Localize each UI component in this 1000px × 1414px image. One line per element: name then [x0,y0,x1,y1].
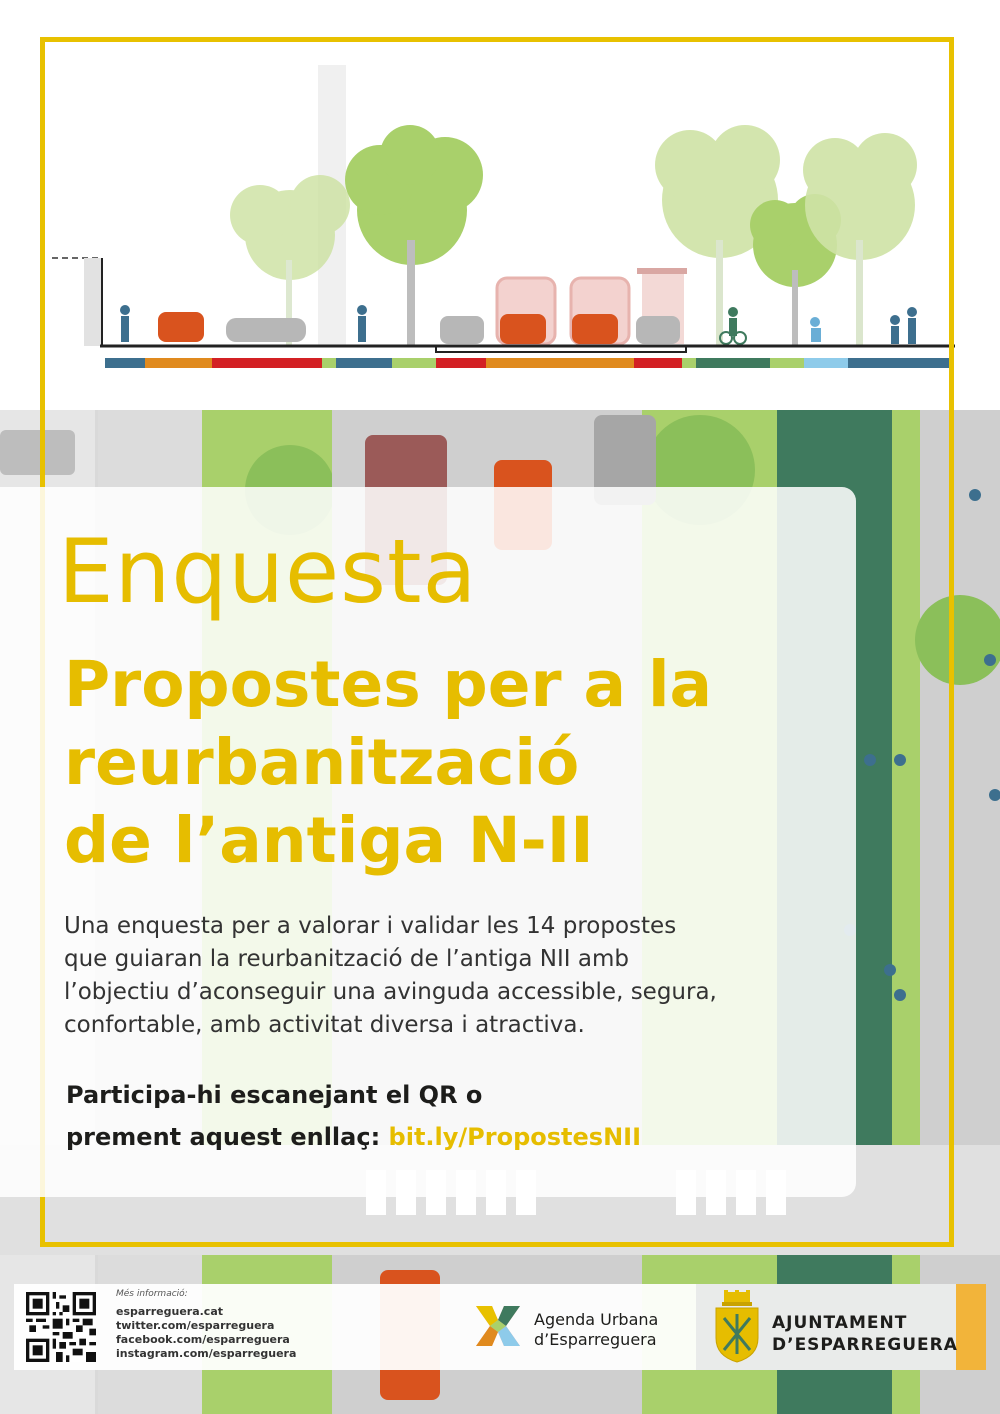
call-to-action [66,1074,826,1158]
cta-line-1: Participa-hi escanejant el QR o [66,1081,483,1109]
website-link[interactable]: esparreguera.cat [116,1305,224,1318]
subtitle-line: reurbanització [64,726,580,799]
poster-title: Enquesta [58,520,478,623]
survey-link[interactable]: bit.ly/PropostesNII [388,1123,642,1151]
agenda-urbana-text [534,1310,658,1350]
poster-subtitle [64,646,844,880]
ajuntament-line-2: D’ESPARREGUERA [772,1335,958,1355]
twitter-link[interactable]: twitter.com/esparreguera [116,1319,275,1332]
agenda-line-2: d’Esparreguera [534,1330,657,1349]
ajuntament-line-1: AJUNTAMENT [772,1313,908,1333]
ajuntament-crest-icon [712,1290,762,1364]
subtitle-line: de l’antiga N-II [64,804,594,877]
description-line: que guiaran la reurbanització de l’antiga NII amb [64,946,629,972]
instagram-link[interactable]: instagram.com/esparreguera [116,1347,297,1360]
facebook-link[interactable]: facebook.com/esparreguera [116,1333,290,1346]
subtitle-line: Propostes per a la [64,648,713,721]
agenda-urbana-logo-icon [472,1300,524,1352]
contact-links [116,1305,296,1361]
more-info-label: Més informació: [116,1289,188,1299]
description-line: Una enquesta per a valorar i validar les 14 propostes [64,913,677,939]
description-line: l’objectiu d’aconseguir una avinguda accessible, segura, [64,979,717,1005]
description [64,910,824,1042]
cta-line-2: prement aquest enllaç: [66,1123,389,1151]
ajuntament-text [772,1312,958,1356]
description-line: confortable, amb activitat diversa i atractiva. [64,1012,585,1038]
agenda-line-1: Agenda Urbana [534,1310,659,1329]
qr-code-icon[interactable] [26,1292,96,1362]
ajuntament-accent-bar [956,1284,986,1370]
